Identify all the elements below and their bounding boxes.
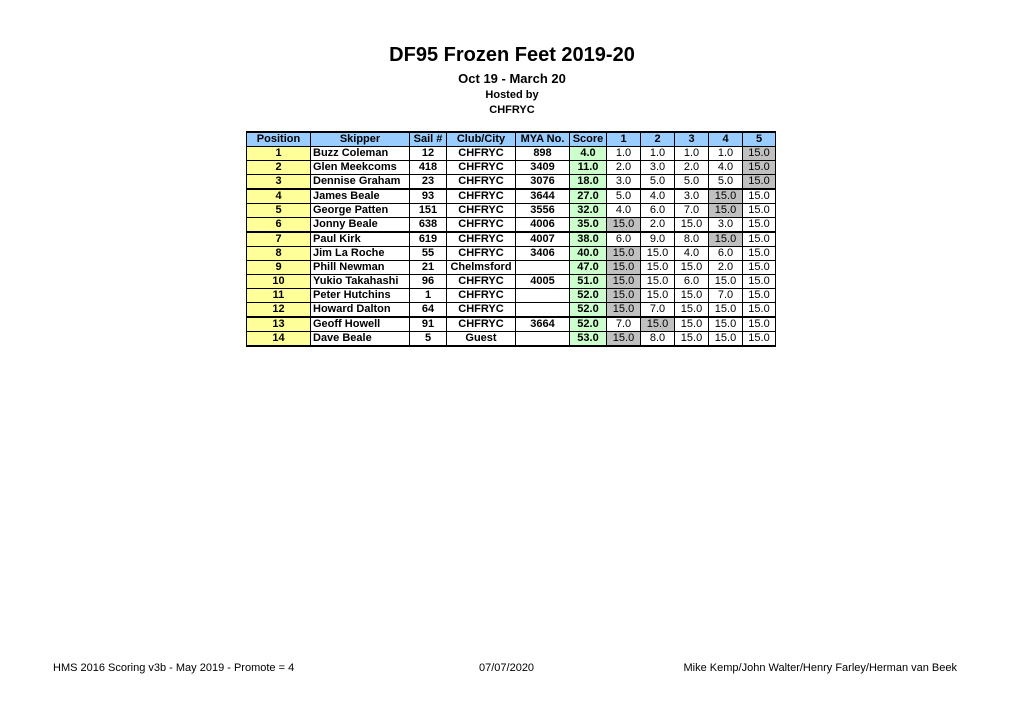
race-1-cell: 15.0 xyxy=(607,261,641,275)
race-3-cell: 5.0 xyxy=(675,175,709,190)
race-1-cell: 15.0 xyxy=(607,332,641,347)
club-cell: CHFRYC xyxy=(447,247,516,261)
score-cell: 32.0 xyxy=(570,204,607,218)
position-cell: 12 xyxy=(247,303,311,318)
score-cell: 4.0 xyxy=(570,147,607,161)
race-4-cell: 15.0 xyxy=(709,332,743,347)
score-cell: 52.0 xyxy=(570,303,607,318)
race-3-cell: 8.0 xyxy=(675,232,709,247)
score-cell: 51.0 xyxy=(570,275,607,289)
skipper-cell: Peter Hutchins xyxy=(311,289,410,303)
sail-cell: 55 xyxy=(410,247,447,261)
position-cell: 13 xyxy=(247,317,311,332)
results-body xyxy=(247,147,776,347)
sail-cell: 21 xyxy=(410,261,447,275)
col-club: Club/City xyxy=(447,132,516,147)
race-2-cell: 15.0 xyxy=(641,261,675,275)
race-1-cell: 4.0 xyxy=(607,204,641,218)
club-cell: CHFRYC xyxy=(447,232,516,247)
sail-cell: 1 xyxy=(410,289,447,303)
col-score: Score xyxy=(570,132,607,147)
club-cell: CHFRYC xyxy=(447,147,516,161)
sail-cell: 5 xyxy=(410,332,447,347)
position-cell: 8 xyxy=(247,247,311,261)
col-race-1: 1 xyxy=(607,132,641,147)
race-3-cell: 3.0 xyxy=(675,189,709,204)
race-3-cell: 15.0 xyxy=(675,303,709,318)
sail-cell: 96 xyxy=(410,275,447,289)
club-cell: CHFRYC xyxy=(447,204,516,218)
club-cell: CHFRYC xyxy=(447,189,516,204)
table-row xyxy=(247,317,776,332)
race-1-cell: 15.0 xyxy=(607,275,641,289)
race-1-cell: 2.0 xyxy=(607,161,641,175)
race-3-cell: 6.0 xyxy=(675,275,709,289)
skipper-cell: Jim La Roche xyxy=(311,247,410,261)
mya-cell: 3556 xyxy=(516,204,570,218)
col-race-5: 5 xyxy=(743,132,776,147)
mya-cell: 3406 xyxy=(516,247,570,261)
position-cell: 2 xyxy=(247,161,311,175)
position-cell: 5 xyxy=(247,204,311,218)
col-race-3: 3 xyxy=(675,132,709,147)
skipper-cell: Howard Dalton xyxy=(311,303,410,318)
position-cell: 11 xyxy=(247,289,311,303)
race-3-cell: 15.0 xyxy=(675,289,709,303)
race-5-cell: 15.0 xyxy=(743,332,776,347)
race-4-cell: 3.0 xyxy=(709,218,743,233)
race-4-cell: 15.0 xyxy=(709,189,743,204)
club-cell: CHFRYC xyxy=(447,289,516,303)
skipper-cell: James Beale xyxy=(311,189,410,204)
results-table xyxy=(246,131,776,347)
table-row xyxy=(247,175,776,190)
footer-software: HMS 2016 Scoring v3b - May 2019 - Promote = 4 xyxy=(53,662,295,674)
mya-cell: 3409 xyxy=(516,161,570,175)
race-5-cell: 15.0 xyxy=(743,175,776,190)
race-2-cell: 15.0 xyxy=(641,289,675,303)
col-skipper: Skipper xyxy=(311,132,410,147)
score-cell: 47.0 xyxy=(570,261,607,275)
col-mya: MYA No. xyxy=(516,132,570,147)
score-cell: 18.0 xyxy=(570,175,607,190)
race-1-cell: 5.0 xyxy=(607,189,641,204)
mya-cell: 3644 xyxy=(516,189,570,204)
race-4-cell: 15.0 xyxy=(709,275,743,289)
club-cell: Chelmsford xyxy=(447,261,516,275)
sail-cell: 418 xyxy=(410,161,447,175)
race-1-cell: 15.0 xyxy=(607,218,641,233)
race-4-cell: 15.0 xyxy=(709,303,743,318)
race-3-cell: 15.0 xyxy=(675,261,709,275)
position-cell: 6 xyxy=(247,218,311,233)
race-1-cell: 15.0 xyxy=(607,247,641,261)
skipper-cell: George Patten xyxy=(311,204,410,218)
score-cell: 38.0 xyxy=(570,232,607,247)
race-1-cell: 1.0 xyxy=(607,147,641,161)
race-2-cell: 3.0 xyxy=(641,161,675,175)
race-4-cell: 7.0 xyxy=(709,289,743,303)
race-3-cell: 2.0 xyxy=(675,161,709,175)
table-row xyxy=(247,218,776,233)
skipper-cell: Jonny Beale xyxy=(311,218,410,233)
race-5-cell: 15.0 xyxy=(743,147,776,161)
event-dates: Oct 19 - March 20 xyxy=(458,71,566,86)
race-5-cell: 15.0 xyxy=(743,189,776,204)
skipper-cell: Yukio Takahashi xyxy=(311,275,410,289)
table-row xyxy=(247,232,776,247)
race-3-cell: 4.0 xyxy=(675,247,709,261)
sail-cell: 638 xyxy=(410,218,447,233)
score-cell: 40.0 xyxy=(570,247,607,261)
mya-cell: 898 xyxy=(516,147,570,161)
table-row xyxy=(247,332,776,347)
race-5-cell: 15.0 xyxy=(743,218,776,233)
mya-cell: 3664 xyxy=(516,317,570,332)
table-row xyxy=(247,161,776,175)
sail-cell: 23 xyxy=(410,175,447,190)
race-3-cell: 15.0 xyxy=(675,332,709,347)
table-row xyxy=(247,189,776,204)
race-2-cell: 15.0 xyxy=(641,247,675,261)
race-5-cell: 15.0 xyxy=(743,232,776,247)
race-5-cell: 15.0 xyxy=(743,303,776,318)
footer-date: 07/07/2020 xyxy=(479,662,535,674)
score-cell: 52.0 xyxy=(570,317,607,332)
position-cell: 4 xyxy=(247,189,311,204)
position-cell: 7 xyxy=(247,232,311,247)
race-2-cell: 15.0 xyxy=(641,317,675,332)
page-title: DF95 Frozen Feet 2019-20 xyxy=(389,44,635,66)
mya-cell xyxy=(516,289,570,303)
sail-cell: 619 xyxy=(410,232,447,247)
host-club: CHFRYC xyxy=(489,104,535,116)
race-2-cell: 4.0 xyxy=(641,189,675,204)
table-row xyxy=(247,289,776,303)
col-sail: Sail # xyxy=(410,132,447,147)
score-cell: 52.0 xyxy=(570,289,607,303)
sail-cell: 93 xyxy=(410,189,447,204)
club-cell: CHFRYC xyxy=(447,218,516,233)
skipper-cell: Buzz Coleman xyxy=(311,147,410,161)
club-cell: Guest xyxy=(447,332,516,347)
header-row xyxy=(247,132,776,147)
race-1-cell: 15.0 xyxy=(607,303,641,318)
race-5-cell: 15.0 xyxy=(743,261,776,275)
club-cell: CHFRYC xyxy=(447,275,516,289)
skipper-cell: Dave Beale xyxy=(311,332,410,347)
mya-cell: 4007 xyxy=(516,232,570,247)
sail-cell: 91 xyxy=(410,317,447,332)
position-cell: 1 xyxy=(247,147,311,161)
race-3-cell: 15.0 xyxy=(675,218,709,233)
race-5-cell: 15.0 xyxy=(743,247,776,261)
sail-cell: 64 xyxy=(410,303,447,318)
table-row xyxy=(247,247,776,261)
club-cell: CHFRYC xyxy=(447,317,516,332)
race-4-cell: 1.0 xyxy=(709,147,743,161)
race-4-cell: 15.0 xyxy=(709,317,743,332)
hosted-by-label: Hosted by xyxy=(485,89,539,101)
race-2-cell: 1.0 xyxy=(641,147,675,161)
mya-cell xyxy=(516,261,570,275)
race-5-cell: 15.0 xyxy=(743,161,776,175)
race-5-cell: 15.0 xyxy=(743,275,776,289)
club-cell: CHFRYC xyxy=(447,161,516,175)
col-race-2: 2 xyxy=(641,132,675,147)
race-1-cell: 15.0 xyxy=(607,289,641,303)
score-cell: 35.0 xyxy=(570,218,607,233)
score-cell: 11.0 xyxy=(570,161,607,175)
race-3-cell: 15.0 xyxy=(675,317,709,332)
col-position: Position xyxy=(247,132,311,147)
mya-cell xyxy=(516,303,570,318)
race-1-cell: 3.0 xyxy=(607,175,641,190)
score-cell: 27.0 xyxy=(570,189,607,204)
table-row xyxy=(247,275,776,289)
score-cell: 53.0 xyxy=(570,332,607,347)
race-4-cell: 15.0 xyxy=(709,232,743,247)
race-1-cell: 6.0 xyxy=(607,232,641,247)
mya-cell: 4006 xyxy=(516,218,570,233)
mya-cell xyxy=(516,332,570,347)
race-4-cell: 5.0 xyxy=(709,175,743,190)
mya-cell: 4005 xyxy=(516,275,570,289)
race-4-cell: 15.0 xyxy=(709,204,743,218)
table-row xyxy=(247,147,776,161)
skipper-cell: Geoff Howell xyxy=(311,317,410,332)
position-cell: 3 xyxy=(247,175,311,190)
sail-cell: 151 xyxy=(410,204,447,218)
skipper-cell: Glen Meekcoms xyxy=(311,161,410,175)
race-4-cell: 2.0 xyxy=(709,261,743,275)
race-2-cell: 5.0 xyxy=(641,175,675,190)
mya-cell: 3076 xyxy=(516,175,570,190)
footer-officials: Mike Kemp/John Walter/Henry Farley/Herman van Beek xyxy=(683,662,957,674)
skipper-cell: Dennise Graham xyxy=(311,175,410,190)
col-race-4: 4 xyxy=(709,132,743,147)
race-2-cell: 6.0 xyxy=(641,204,675,218)
race-2-cell: 7.0 xyxy=(641,303,675,318)
race-2-cell: 9.0 xyxy=(641,232,675,247)
club-cell: CHFRYC xyxy=(447,175,516,190)
club-cell: CHFRYC xyxy=(447,303,516,318)
position-cell: 9 xyxy=(247,261,311,275)
table-row xyxy=(247,303,776,318)
race-4-cell: 6.0 xyxy=(709,247,743,261)
race-3-cell: 7.0 xyxy=(675,204,709,218)
sail-cell: 12 xyxy=(410,147,447,161)
race-4-cell: 4.0 xyxy=(709,161,743,175)
table-row xyxy=(247,261,776,275)
position-cell: 14 xyxy=(247,332,311,347)
race-2-cell: 15.0 xyxy=(641,275,675,289)
race-1-cell: 7.0 xyxy=(607,317,641,332)
race-5-cell: 15.0 xyxy=(743,289,776,303)
skipper-cell: Phill Newman xyxy=(311,261,410,275)
race-5-cell: 15.0 xyxy=(743,204,776,218)
table-row xyxy=(247,204,776,218)
race-2-cell: 8.0 xyxy=(641,332,675,347)
position-cell: 10 xyxy=(247,275,311,289)
race-3-cell: 1.0 xyxy=(675,147,709,161)
skipper-cell: Paul Kirk xyxy=(311,232,410,247)
race-5-cell: 15.0 xyxy=(743,317,776,332)
race-2-cell: 2.0 xyxy=(641,218,675,233)
